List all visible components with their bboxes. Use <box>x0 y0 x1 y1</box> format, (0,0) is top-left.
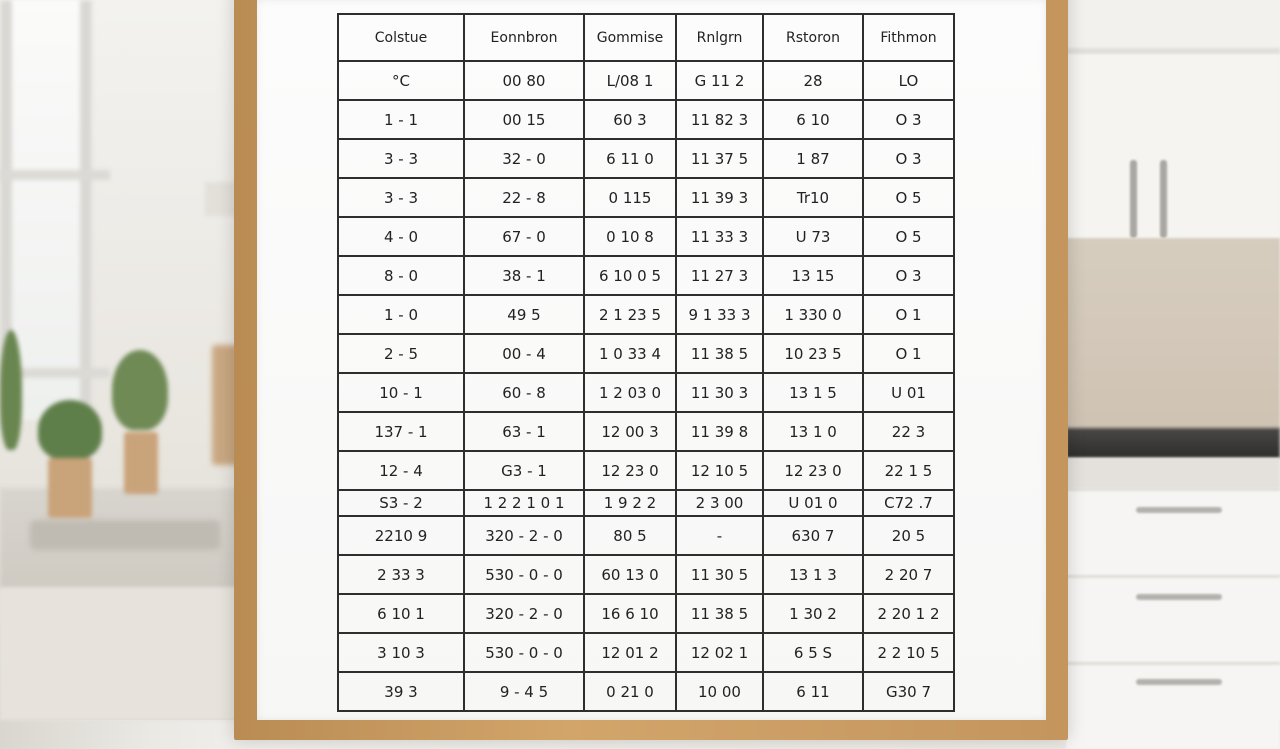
table-cell: 12 02 1 <box>676 633 763 672</box>
table-cell: 2 3 00 <box>676 490 763 516</box>
drawer <box>1066 575 1280 662</box>
column-header: Gommise <box>584 14 676 61</box>
table-cell: 6 11 0 <box>584 139 676 178</box>
upper-cabinet <box>1066 48 1280 244</box>
table-cell: 0 21 0 <box>584 672 676 711</box>
potted-plant <box>38 400 102 520</box>
conversion-chart-table <box>337 13 955 712</box>
table-cell: 320 - 2 - 0 <box>464 594 584 633</box>
table-cell: 11 37 5 <box>676 139 763 178</box>
kitchen-sink <box>30 520 220 550</box>
table-cell: 22 3 <box>863 412 954 451</box>
potted-plant <box>0 330 24 530</box>
table-cell: 60 - 8 <box>464 373 584 412</box>
table-cell: G 11 2 <box>676 61 763 100</box>
table-cell: 2 1 23 5 <box>584 295 676 334</box>
table-cell: 1 9 2 2 <box>584 490 676 516</box>
table-cell: °C <box>338 61 464 100</box>
table-cell: 1 2 03 0 <box>584 373 676 412</box>
table-cell: 530 - 0 - 0 <box>464 633 584 672</box>
table-cell: LO <box>863 61 954 100</box>
table-cell: 1 330 0 <box>763 295 863 334</box>
table-cell: 630 7 <box>763 516 863 555</box>
stovetop <box>1066 428 1280 458</box>
table-cell: 1 87 <box>763 139 863 178</box>
table-cell: 11 30 3 <box>676 373 763 412</box>
table-cell: O 5 <box>863 178 954 217</box>
table-row <box>338 178 954 217</box>
table-cell: 9 - 4 5 <box>464 672 584 711</box>
table-cell: 80 5 <box>584 516 676 555</box>
table-cell: Tr10 <box>763 178 863 217</box>
table-cell: 13 1 3 <box>763 555 863 594</box>
table-row <box>338 100 954 139</box>
table-cell: 20 5 <box>863 516 954 555</box>
table-cell: 530 - 0 - 0 <box>464 555 584 594</box>
table-cell: 1 0 33 4 <box>584 334 676 373</box>
table-row <box>338 490 954 516</box>
drawer-handle <box>1136 679 1222 685</box>
table-cell: C72 .7 <box>863 490 954 516</box>
table-cell: 13 1 0 <box>763 412 863 451</box>
table-cell: 28 <box>763 61 863 100</box>
table-cell: 11 27 3 <box>676 256 763 295</box>
table-row <box>338 61 954 100</box>
table-cell: 1 30 2 <box>763 594 863 633</box>
column-header: Rstoron <box>763 14 863 61</box>
table-row <box>338 295 954 334</box>
table-cell: 12 - 4 <box>338 451 464 490</box>
table-row <box>338 516 954 555</box>
drawer <box>1066 488 1280 575</box>
table-cell: O 3 <box>863 256 954 295</box>
table-row <box>338 217 954 256</box>
table-cell: 2210 9 <box>338 516 464 555</box>
table-cell: 11 38 5 <box>676 334 763 373</box>
table-cell: 13 1 5 <box>763 373 863 412</box>
table-cell: 11 38 5 <box>676 594 763 633</box>
table-cell: U 01 <box>863 373 954 412</box>
table-cell: 49 5 <box>464 295 584 334</box>
window-frame-rail <box>0 170 110 180</box>
table-cell: O 3 <box>863 139 954 178</box>
table-cell: 00 80 <box>464 61 584 100</box>
table-row <box>338 334 954 373</box>
table-cell: 00 - 4 <box>464 334 584 373</box>
table-cell: 10 - 1 <box>338 373 464 412</box>
table-cell: 3 10 3 <box>338 633 464 672</box>
table-cell: O 1 <box>863 295 954 334</box>
lower-cabinet <box>0 588 245 720</box>
table-row <box>338 373 954 412</box>
table-row <box>338 633 954 672</box>
table-cell: U 73 <box>763 217 863 256</box>
table-cell: 16 6 10 <box>584 594 676 633</box>
cabinet-handle <box>1130 160 1137 238</box>
table-cell: 10 23 5 <box>763 334 863 373</box>
table-row <box>338 139 954 178</box>
table-row <box>338 256 954 295</box>
table-cell: 11 82 3 <box>676 100 763 139</box>
table-cell: 10 00 <box>676 672 763 711</box>
background-window-area <box>0 0 240 720</box>
table-cell: 6 11 <box>763 672 863 711</box>
drawer-handle <box>1136 507 1222 513</box>
table-cell: 32 - 0 <box>464 139 584 178</box>
table-cell: 13 15 <box>763 256 863 295</box>
table-cell: 12 23 0 <box>763 451 863 490</box>
table-cell: 11 39 3 <box>676 178 763 217</box>
table-cell: 22 1 5 <box>863 451 954 490</box>
table-cell: 6 10 <box>763 100 863 139</box>
table-cell: 11 39 8 <box>676 412 763 451</box>
table-cell: 67 - 0 <box>464 217 584 256</box>
column-header: Rnlgrn <box>676 14 763 61</box>
table-cell: 0 115 <box>584 178 676 217</box>
table-cell: 12 01 2 <box>584 633 676 672</box>
table-cell: 0 10 8 <box>584 217 676 256</box>
table-row <box>338 451 954 490</box>
table-cell: 60 3 <box>584 100 676 139</box>
table-cell: U 01 0 <box>763 490 863 516</box>
table-cell: 320 - 2 - 0 <box>464 516 584 555</box>
table-cell: 2 20 1 2 <box>863 594 954 633</box>
column-header: Colstue <box>338 14 464 61</box>
table-cell: 137 - 1 <box>338 412 464 451</box>
table-cell: O 5 <box>863 217 954 256</box>
table-row <box>338 672 954 711</box>
table-cell: - <box>676 516 763 555</box>
table-cell: 3 - 3 <box>338 139 464 178</box>
drawer <box>1066 662 1280 749</box>
potted-plant <box>110 350 170 500</box>
table-cell: 11 33 3 <box>676 217 763 256</box>
drawer-handle <box>1136 594 1222 600</box>
table-cell: 38 - 1 <box>464 256 584 295</box>
table-cell: 12 23 0 <box>584 451 676 490</box>
table-cell: 6 5 S <box>763 633 863 672</box>
table-cell: S3 - 2 <box>338 490 464 516</box>
column-header: Eonnbron <box>464 14 584 61</box>
table-cell: L/08 1 <box>584 61 676 100</box>
table-cell: 6 10 1 <box>338 594 464 633</box>
window-frame-bar <box>80 0 92 430</box>
table-cell: 22 - 8 <box>464 178 584 217</box>
table-cell: G30 7 <box>863 672 954 711</box>
column-header: Fithmon <box>863 14 954 61</box>
table-cell: 8 - 0 <box>338 256 464 295</box>
table-cell: O 1 <box>863 334 954 373</box>
table-cell: 60 13 0 <box>584 555 676 594</box>
table-cell: 1 - 0 <box>338 295 464 334</box>
table-cell: 3 - 3 <box>338 178 464 217</box>
table-cell: 39 3 <box>338 672 464 711</box>
table-cell: 12 00 3 <box>584 412 676 451</box>
table-row <box>338 555 954 594</box>
table-cell: 12 10 5 <box>676 451 763 490</box>
table-cell: 2 2 10 5 <box>863 633 954 672</box>
table-cell: 00 15 <box>464 100 584 139</box>
tile-backsplash <box>1066 238 1280 430</box>
countertop <box>1066 458 1280 488</box>
table-cell: 4 - 0 <box>338 217 464 256</box>
table-cell: 63 - 1 <box>464 412 584 451</box>
table-row <box>338 594 954 633</box>
table-cell: 9 1 33 3 <box>676 295 763 334</box>
table-cell: 6 10 0 5 <box>584 256 676 295</box>
background-cabinets <box>1066 0 1280 720</box>
table-cell: 2 - 5 <box>338 334 464 373</box>
table-cell: 11 30 5 <box>676 555 763 594</box>
table-cell: 2 20 7 <box>863 555 954 594</box>
table-cell: O 3 <box>863 100 954 139</box>
table-cell: 2 33 3 <box>338 555 464 594</box>
table-cell: G3 - 1 <box>464 451 584 490</box>
table-cell: 1 2 2 1 0 1 <box>464 490 584 516</box>
table-header-row <box>338 14 954 61</box>
cabinet-handle <box>1160 160 1167 238</box>
table-cell: 1 - 1 <box>338 100 464 139</box>
table-row <box>338 412 954 451</box>
